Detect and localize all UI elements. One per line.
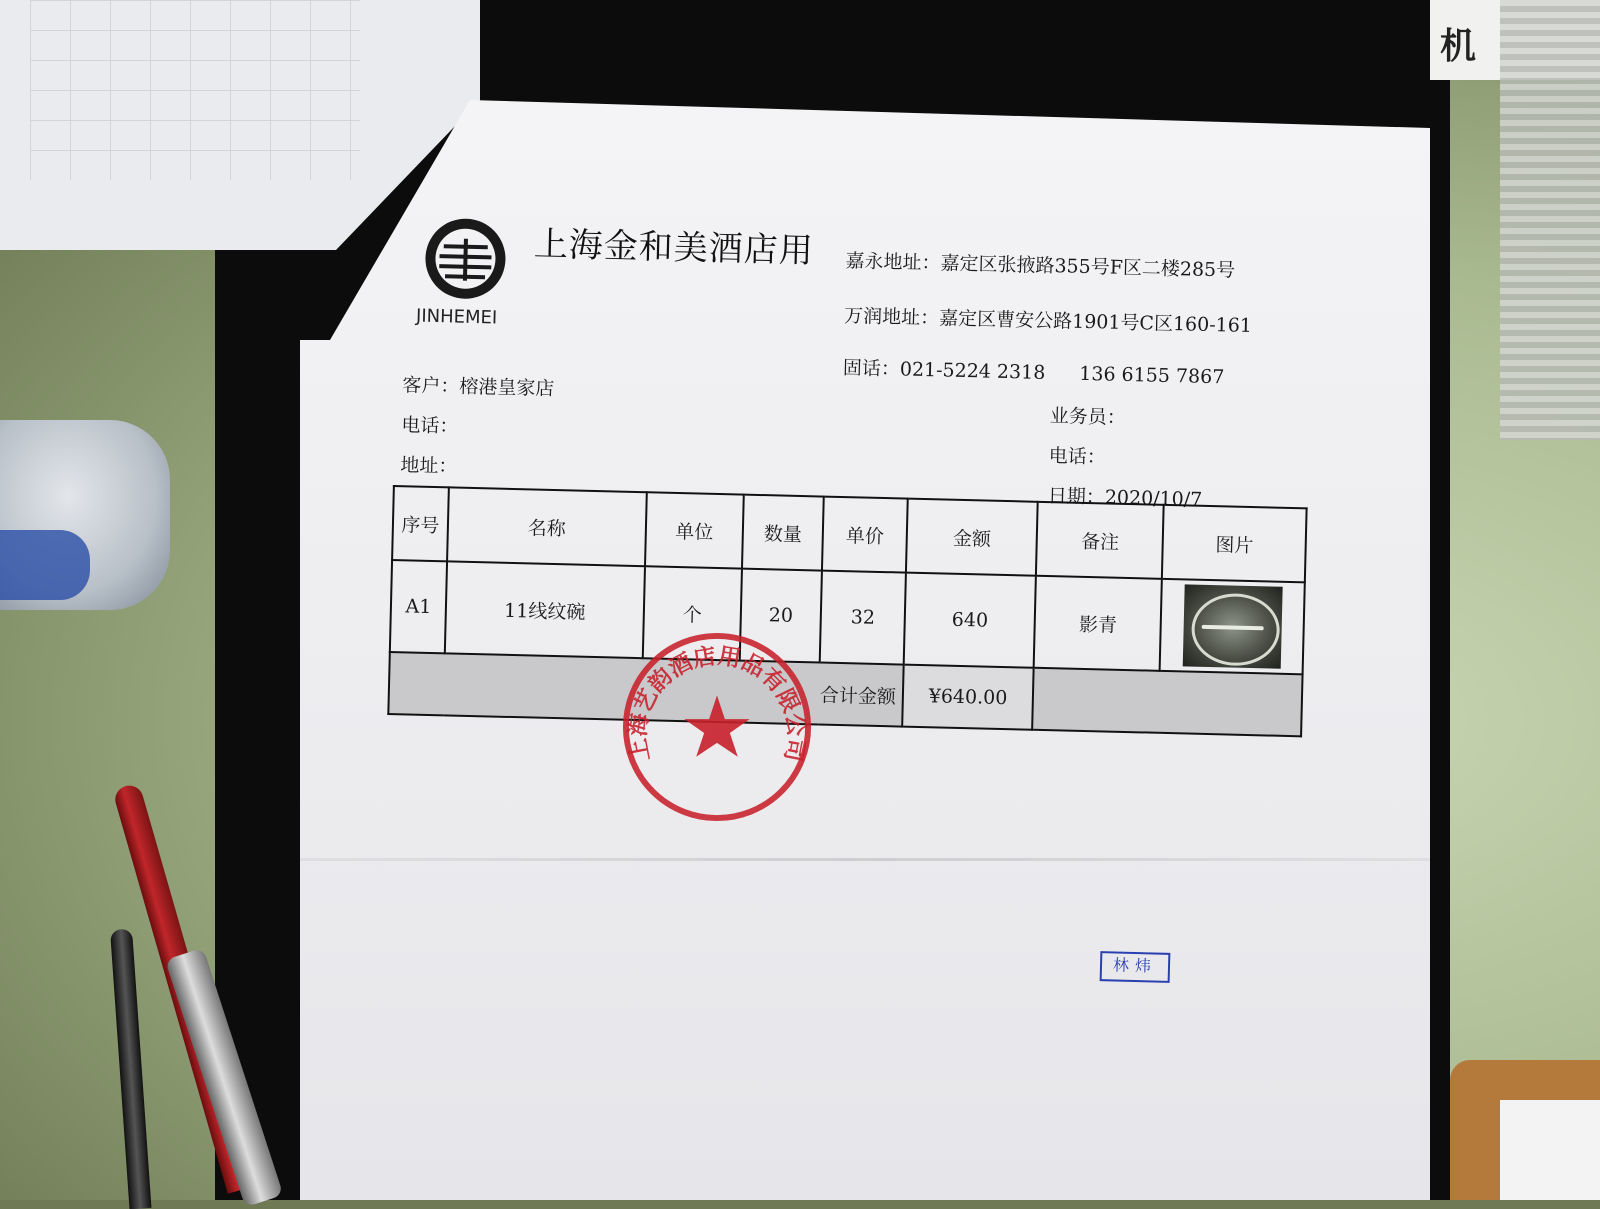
tape-roll-label (0, 530, 90, 600)
seal-text: 上海艺韵酒店用品有限公司 (625, 643, 809, 764)
date-value: 2020/10/7 (1104, 486, 1203, 511)
seal-star-icon (684, 695, 749, 756)
cell-qty: 20 (740, 569, 822, 663)
salesperson-label: 业务员： (1049, 405, 1127, 429)
mobile-value: 136 6155 7867 (1079, 362, 1225, 389)
customer-label: 客户： (402, 374, 460, 398)
tape-roll (0, 420, 170, 610)
cell-note: 影青 (1034, 576, 1162, 671)
header-note: 备注 (1036, 502, 1164, 579)
sales-tel-label: 电话： (1048, 445, 1107, 469)
wanrun-address-label: 万润地址： (843, 305, 940, 330)
cell-amount: 640 (904, 573, 1036, 668)
cell-price: 32 (820, 571, 906, 665)
company-logo-icon (422, 216, 508, 302)
header-amount: 金额 (906, 499, 1038, 576)
paper-corner (1500, 1100, 1600, 1200)
header-name: 名称 (447, 487, 646, 566)
logo-wordmark: JINHEMEI (415, 305, 498, 329)
customer-tel-label: 电话： (401, 414, 459, 438)
header-unit: 单位 (645, 492, 744, 568)
phone-value: 021-5224 2318 (899, 358, 1046, 384)
company-title: 上海金和美酒店用 (533, 224, 815, 272)
header-price: 单价 (822, 497, 908, 573)
customer-field (402, 370, 555, 401)
signature-stamp: 林炜 (1100, 951, 1171, 983)
background-card-text: 机 (1440, 26, 1477, 67)
jiayong-address-value: 嘉定区张掖路355号F区二楼285号 (940, 252, 1236, 282)
customer-value: 榕港皇家店 (459, 375, 555, 400)
paper-stack (1500, 0, 1600, 440)
date-label: 日期： (1047, 485, 1106, 509)
cell-no: A1 (390, 560, 447, 653)
header-no: 序号 (392, 486, 449, 561)
company-phone (843, 353, 1225, 389)
background-paper-grid (30, 0, 360, 180)
total-empty-cell (1032, 668, 1302, 737)
bowl-photo (1182, 584, 1282, 668)
header-qty: 数量 (742, 495, 824, 571)
customer-address-label: 地址： (400, 454, 458, 478)
header-image: 图片 (1162, 505, 1306, 582)
paper-fold-line (300, 858, 1430, 861)
phone-label: 固话： (842, 356, 901, 381)
wanrun-address (844, 301, 1252, 338)
jiayong-address (845, 246, 1235, 283)
invoice-document (380, 195, 1334, 818)
company-seal-stamp (618, 628, 816, 826)
order-table (387, 485, 1307, 737)
wanrun-address-value: 嘉定区曹安公路1901号C区160-161 (938, 307, 1253, 337)
cell-image (1160, 579, 1305, 674)
cell-unit: 个 (643, 566, 742, 660)
cell-name: 11线纹碗 (445, 561, 645, 658)
total-value: ¥640.00 (902, 665, 1034, 730)
jiayong-address-label: 嘉永地址： (845, 250, 941, 275)
total-label: 合计金额 (388, 652, 903, 727)
